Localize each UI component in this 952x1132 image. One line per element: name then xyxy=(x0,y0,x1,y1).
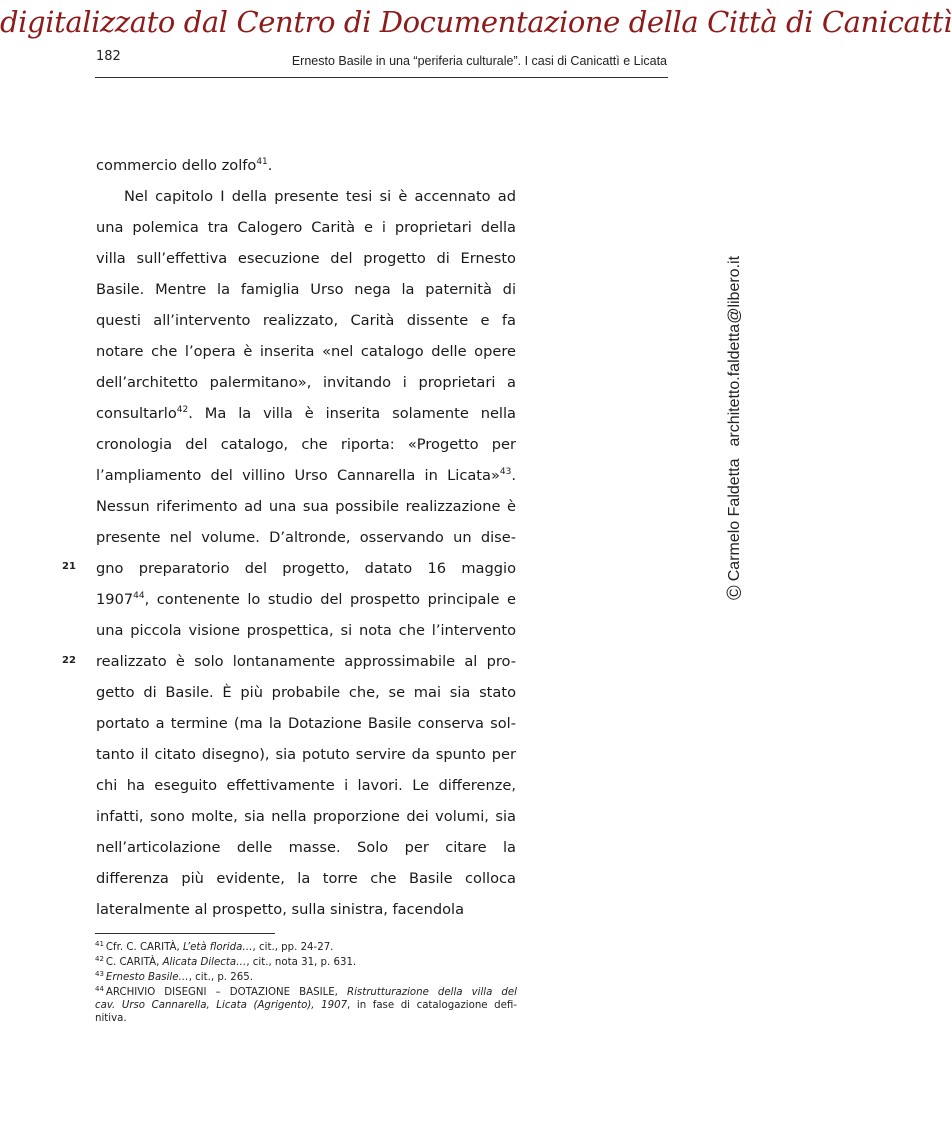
author-name: Carmelo Faldetta xyxy=(726,458,743,582)
body-line: notare che l’opera è inserita «nel catalogo delle opere xyxy=(96,343,516,360)
body-line: Nessun riferimento ad una sua possibile realizzazione è xyxy=(96,498,516,515)
footnote-mark: 41 xyxy=(95,939,104,948)
margin-number-21: 21 xyxy=(62,561,76,572)
footnote-reference: 42 xyxy=(176,405,189,416)
footnote-mark: 43 xyxy=(95,969,104,978)
side-copyright-watermark xyxy=(725,256,745,600)
header-rule xyxy=(95,77,668,78)
footnote-41: $^{41}$ Cfr. C. CARITÀ, L’età florida…, cit., pp. 24-27. xyxy=(95,939,334,953)
body-line: gno preparatorio del progetto, datato 16 maggio xyxy=(96,560,516,577)
body-line: una piccola visione prospettica, si nota che l’intervento xyxy=(96,622,516,639)
body-line: dell’architetto palermitano», invitando i proprietari a xyxy=(96,374,516,391)
body-line: commercio dello zolfo$^{41}$. xyxy=(96,157,273,174)
body-line: cronologia del catalogo, che riporta: «Progetto per xyxy=(96,436,516,453)
body-line: villa sull’effettiva esecuzione del progetto di Ernesto xyxy=(96,250,516,267)
body-line: tanto il citato disegno), sia potuto servire da spunto per xyxy=(96,746,516,763)
body-line: consultarlo$^{42}$. Ma la villa è inserita solamente nella xyxy=(96,405,516,422)
footnote-reference: 43 xyxy=(499,467,512,478)
margin-number-22: 22 xyxy=(62,655,76,666)
footnote-43: $^{43}$ Ernesto Basile…, cit., p. 265. xyxy=(95,969,253,983)
footnote-rule xyxy=(95,933,275,934)
body-line: realizzato è solo lontanamente approssimabile al pro- xyxy=(96,653,516,670)
body-line: Basile. Mentre la famiglia Urso nega la paternità di xyxy=(96,281,516,298)
body-line: una polemica tra Calogero Carità e i proprietari della xyxy=(96,219,516,236)
footnote-reference: 44 xyxy=(133,591,145,602)
footnote-reference: 41 xyxy=(256,157,268,168)
digitization-watermark: digitalizzato dal Centro di Documentazione della Città di Canicattì xyxy=(0,5,952,39)
body-line: chi ha eseguito effettivamente i lavori. Le differenze, xyxy=(96,777,516,794)
body-line: presente nel volume. D’altronde, osservando un dise- xyxy=(96,529,516,546)
footnote-44: $^{44}$ ARCHIVIO DISEGNI – DOTAZIONE BASILE, Ristrutturazione della villa del cav. Urso Cannarella, Licata (Agrigento), 1907, in fase di catalogazione defi- nitiva. xyxy=(95,984,517,1024)
running-header-title: Ernesto Basile in una “periferia culturale”. I casi di Canicattì e Licata xyxy=(291,54,667,68)
page-number: 182 xyxy=(96,49,121,64)
body-line: questi all’intervento realizzato, Carità dissente e fa xyxy=(96,312,516,329)
copyright-icon: © xyxy=(724,585,746,600)
body-line: differenza più evidente, la torre che Basile colloca xyxy=(96,870,516,887)
body-line: getto di Basile. È più probabile che, se mai sia stato xyxy=(96,684,516,701)
body-line: nell’articolazione delle masse. Solo per citare la xyxy=(96,839,516,856)
footnotes xyxy=(95,941,517,1027)
body-line: lateralmente al prospetto, sulla sinistra, facendola xyxy=(96,901,465,918)
footnote-42: $^{42}$ C. CARITÀ, Alicata Dilecta…, cit., nota 31, p. 631. xyxy=(95,954,357,968)
body-line: infatti, sono molte, sia nella proporzione dei volumi, sia xyxy=(96,808,516,825)
body-line: 1907$^{44}$, contenente lo studio del prospetto principale e xyxy=(96,591,516,608)
body-line: Nel capitolo I della presente tesi si è accennato ad xyxy=(124,188,516,205)
footnote-mark: 42 xyxy=(95,954,104,963)
footnote-mark: 44 xyxy=(95,984,104,993)
author-email: architetto.faldetta@libero.it xyxy=(726,255,743,447)
body-text xyxy=(96,150,516,925)
body-line: l’ampliamento del villino Urso Cannarella in Licata»$^{43}$. xyxy=(96,467,516,484)
body-line: portato a termine (ma la Dotazione Basile conserva sol- xyxy=(96,715,516,732)
